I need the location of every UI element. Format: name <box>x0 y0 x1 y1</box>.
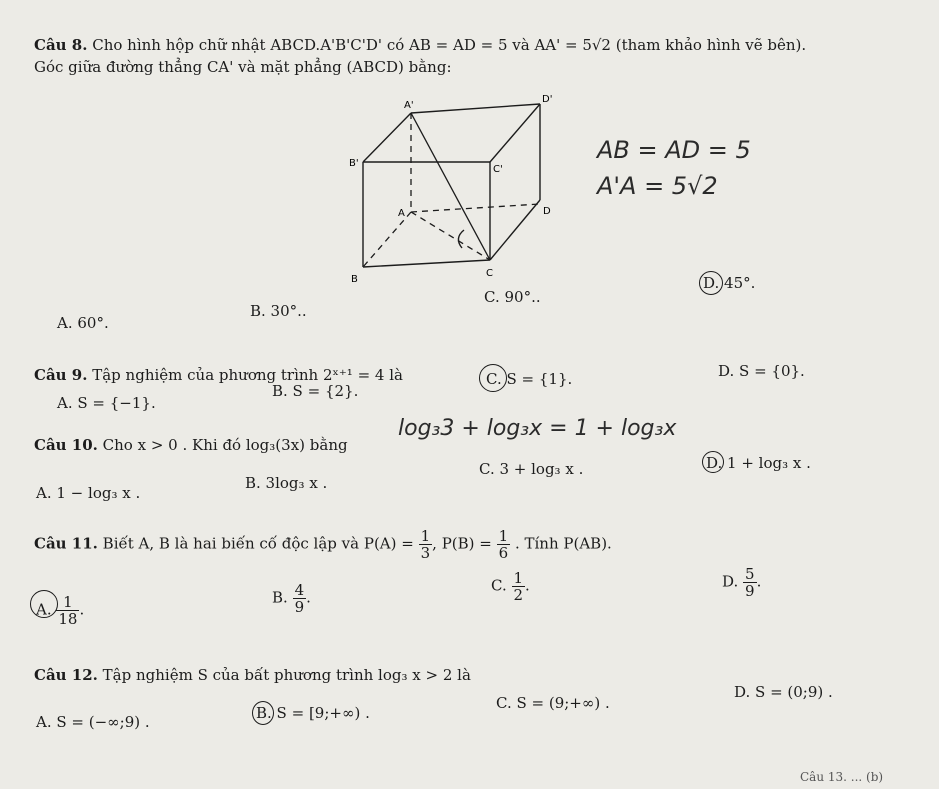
q10-option-d[interactable]: D. 1 + log₃ x . <box>706 454 811 472</box>
q10-stem <box>34 436 348 454</box>
q8-option-b[interactable]: B. 30°.. <box>250 302 307 320</box>
q11-option-d[interactable]: D. $\frac{5}{9}$ . <box>722 565 762 600</box>
q9-option-c[interactable]: C. S = {1}. <box>486 370 573 388</box>
diag-CAtop <box>411 113 490 260</box>
q10-text: Cho x > 0 . Khi đó log₃(3x) bằng <box>102 436 348 454</box>
q8-stem-line2: Góc giữa đường thẳng CA' và mặt phẳng (ABCD) bằng: <box>34 58 452 76</box>
q10-label: Câu 10. <box>34 436 98 454</box>
q11-option-c[interactable]: C. $\frac{1}{2}$ . <box>491 569 530 604</box>
label-D: D <box>543 206 551 217</box>
q8-handwritten-note1: AB = AD = 5 <box>597 136 751 164</box>
label-Dtop: D' <box>542 94 553 105</box>
q10-option-b[interactable]: B. 3log₃ x . <box>245 474 328 492</box>
q12-label: Câu 12. <box>34 666 98 684</box>
label-A: A <box>398 208 405 219</box>
q11-stem <box>34 528 612 561</box>
q12-option-d[interactable]: D. S = (0;9) . <box>734 683 833 701</box>
q11-option-a[interactable]: A. $\frac{1}{18}$ . <box>36 593 85 628</box>
q12-option-a[interactable]: A. S = (−∞;9) . <box>36 713 150 731</box>
edge-CtopDtop <box>490 104 540 162</box>
label-C: C <box>486 268 493 279</box>
edge-BC <box>363 260 490 267</box>
edge-CD <box>490 200 540 260</box>
q11-text-a: Biết A, B là hai biến cố độc lập và P(A) = <box>102 534 414 553</box>
q8-handwritten-note2: A'A = 5√2 <box>597 172 718 200</box>
q9-option-d[interactable]: D. S = {0}. <box>718 362 805 380</box>
diag-AC <box>411 212 490 260</box>
label-Ctop: C' <box>493 164 503 175</box>
q11-label: Câu 11. <box>34 534 98 553</box>
q9-option-b[interactable]: B. S = {2}. <box>272 382 359 400</box>
q8-option-a[interactable]: A. 60°. <box>57 314 109 332</box>
angle-mark <box>458 230 464 248</box>
q11-option-c-fraction: $\frac{1}{2}$ <box>513 569 524 604</box>
q10-option-a[interactable]: A. 1 − log₃ x . <box>36 484 141 502</box>
q12-option-c[interactable]: C. S = (9;+∞) . <box>496 694 610 712</box>
q8-option-c[interactable]: C. 90°.. <box>484 288 541 306</box>
q9-option-a[interactable]: A. S = {−1}. <box>57 394 156 412</box>
label-Btop: B' <box>349 158 359 169</box>
q11-option-b[interactable]: B. $\frac{4}{9}$ . <box>272 581 311 616</box>
q9-answer-circle <box>479 364 507 392</box>
edge-AD <box>411 204 540 212</box>
edge-AtopBtop <box>363 113 411 162</box>
q12-option-b[interactable]: B. S = [9;+∞) . <box>256 704 370 722</box>
q8-label: Câu 8. <box>34 36 88 54</box>
q10-handwritten-note: log₃3 + log₃x = 1 + log₃x <box>398 416 677 441</box>
q11-option-b-fraction: $\frac{4}{9}$ <box>294 581 305 616</box>
q11-pa-fraction: $\frac{1}{3}$ <box>420 527 431 562</box>
q12-answer-circle <box>252 701 274 725</box>
q12-text: Tập nghiệm S của bất phương trình log₃ x > 2 là <box>102 666 471 684</box>
q8-line1: Cho hình hộp chữ nhật ABCD.A'B'C'D' có AB = AD = 5 và AA' = 5√2 (tham khảo hình vẽ bên). <box>92 36 807 54</box>
q10-option-c[interactable]: C. 3 + log₃ x . <box>479 460 584 478</box>
q11-option-a-fraction: $\frac{1}{18}$ <box>58 593 78 628</box>
q10-answer-circle <box>702 451 724 473</box>
q11-option-d-fraction: $\frac{5}{9}$ <box>745 565 755 600</box>
label-B: B <box>351 274 358 285</box>
edge-AB <box>363 212 411 267</box>
q11-text-c: . Tính P(AB). <box>514 534 612 553</box>
footer-partial-text: Câu 13. ... (b) <box>800 770 884 784</box>
q11-text-b: , P(B) = <box>432 534 492 553</box>
q12-stem <box>34 666 471 684</box>
q11-answer-circle <box>30 590 58 618</box>
edge-AtopDtop <box>411 104 540 113</box>
label-Atop: A' <box>404 100 414 111</box>
q9-text: Tập nghiệm của phương trình 2ˣ⁺¹ = 4 là <box>92 366 403 384</box>
q9-label: Câu 9. <box>34 366 88 384</box>
q11-pb-fraction: $\frac{1}{6}$ <box>498 527 509 562</box>
q8-answer-circle <box>699 271 723 295</box>
q8-option-d[interactable]: D. 45°. <box>703 274 756 292</box>
